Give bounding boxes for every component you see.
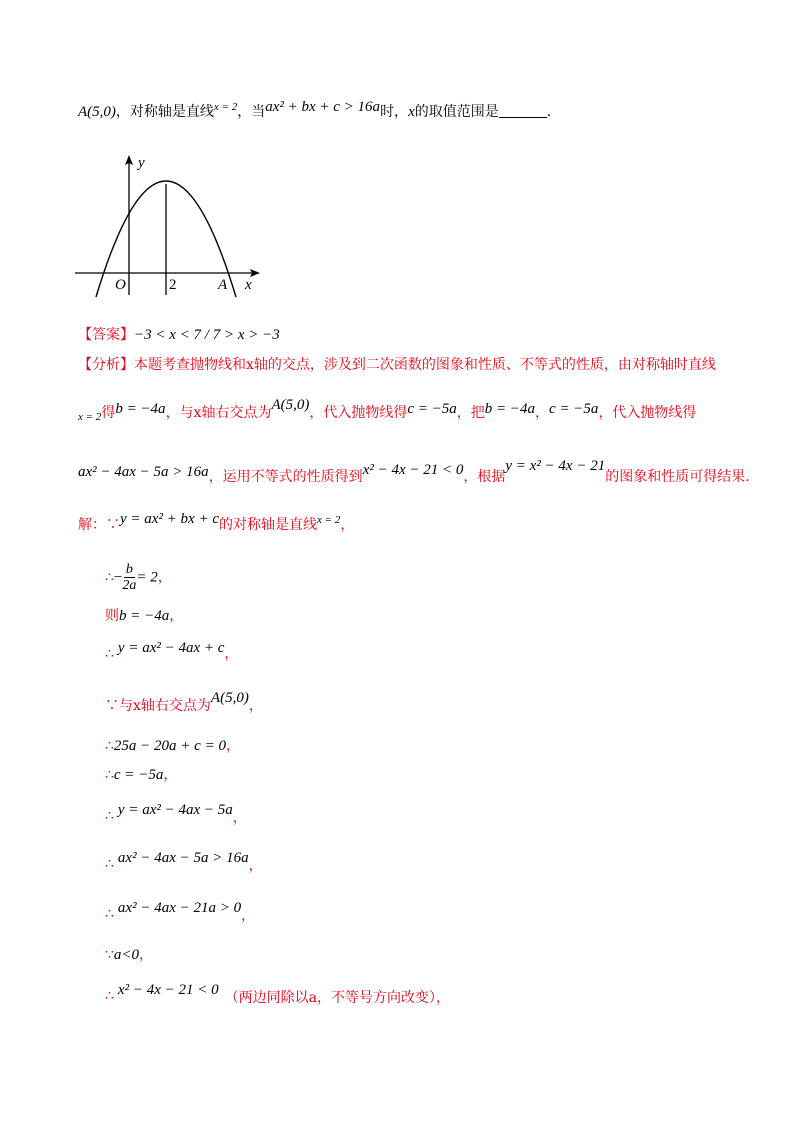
- solution-comma-2: ，: [157, 569, 172, 586]
- axis-equation: x = 2: [213, 101, 238, 113]
- therefore-sign: ∴: [105, 988, 114, 1004]
- analysis-text-3a: ，运用不等式的性质得到: [208, 469, 363, 485]
- question-text-3: 时，: [380, 104, 409, 120]
- fraction-numerator: b: [125, 562, 133, 577]
- solution-comma-8: ，: [232, 810, 247, 826]
- solution-line-9: [105, 848, 263, 874]
- solution-line-2: ∴− $\frac{b}{2a}$ = 2，: [105, 562, 172, 593]
- solution-eq-5: A(5,0): [210, 690, 249, 706]
- answer-line: [78, 325, 280, 345]
- solution-eq-4: y = ax² − 4ax + c: [117, 640, 225, 656]
- question-text-4: 的取值范围是: [414, 104, 499, 120]
- question-text-2: ，当: [237, 104, 266, 120]
- question-text-1: ，对称轴是直线: [115, 104, 214, 120]
- analysis-text-2b: ，与x轴右交点为: [165, 405, 272, 421]
- solution-line-11: [105, 945, 153, 965]
- answer-value: −3 < x < 7 / 7 > x > −3: [134, 327, 280, 343]
- solution-line-7: [105, 765, 177, 785]
- tick-label-2: 2: [169, 277, 177, 293]
- inequality: ax² + bx + c > 16a: [265, 99, 381, 115]
- analysis-ineq-2: x² − 4x − 21 < 0: [362, 462, 464, 478]
- therefore-sign: ∴: [105, 738, 114, 754]
- var-x: x: [408, 104, 415, 120]
- analysis-text-1: 本题考查抛物线和x轴的交点，涉及到二次函数的图象和性质、不等式的性质，由对称轴时直线: [134, 357, 716, 373]
- therefore-sign: ∴: [105, 906, 114, 922]
- solution-eq-12: x² − 4x − 21 < 0: [117, 982, 219, 998]
- analysis-eq-a: A(5,0): [271, 397, 310, 413]
- because-sign: ∵: [105, 947, 114, 963]
- solution-text-1: 的对称轴是直线: [219, 517, 317, 533]
- solution-line-6: [105, 736, 240, 756]
- therefore-sign: ∴: [105, 856, 114, 872]
- solution-line-3: [105, 606, 183, 626]
- analysis-line-2: [78, 397, 697, 424]
- analysis-eq-c: c = −5a: [407, 401, 457, 417]
- solution-eq-6: 25a − 20a + c = 0: [113, 738, 226, 754]
- analysis-text-2c: ，代入抛物线得: [309, 405, 408, 421]
- solution-comma-11: ，: [139, 947, 154, 963]
- analysis-text-3c: 的图象和性质可得结果.: [605, 469, 750, 485]
- solution-line-8: [105, 800, 247, 826]
- solution-comma-6: ，: [225, 738, 240, 754]
- analysis-text-2f: ，代入抛物线得: [598, 405, 697, 421]
- therefore-sign: ∴: [105, 646, 114, 662]
- analysis-eq-c2: c = −5a: [549, 401, 599, 417]
- parabola-graph: [70, 150, 270, 305]
- because-sign: ∵: [105, 698, 119, 714]
- analysis-text-2d: ，把: [456, 405, 485, 421]
- question-line: [78, 99, 552, 123]
- analysis-ineq-1: ax² − 4ax − 5a > 16a: [78, 464, 209, 480]
- solution-line-1: [78, 511, 355, 536]
- solution-eq-3: b = −4a: [119, 608, 170, 624]
- solution-eq-2: = 2: [136, 569, 158, 586]
- answer-tag: 【答案】: [78, 327, 134, 343]
- question-end: .: [546, 104, 552, 120]
- solution-text-5: 与x轴右交点为: [119, 698, 211, 714]
- origin-label: O: [115, 277, 126, 293]
- analysis-text-2e: ，: [535, 405, 550, 421]
- solution-comma-1: ，: [340, 517, 355, 533]
- fraction-denominator: 2a: [122, 578, 137, 593]
- therefore-sign: ∴: [105, 569, 114, 586]
- solution-comma-3: ，: [169, 608, 184, 624]
- solution-eq-8: y = ax² − 4ax − 5a: [117, 802, 233, 818]
- answer-blank: [499, 103, 547, 118]
- because-sign: ∵: [106, 517, 120, 533]
- solution-eq-10: ax² − 4ax − 21a > 0: [117, 900, 242, 916]
- analysis-tag: 【分析】: [78, 357, 134, 373]
- solution-jie: 解：: [78, 517, 106, 533]
- therefore-sign: ∴: [105, 808, 114, 824]
- solution-comma-7: ，: [163, 767, 178, 783]
- point-a-label: A: [218, 277, 228, 293]
- fraction-b-2a: [122, 562, 136, 593]
- y-label: y: [138, 155, 145, 171]
- solution-comma-9: ，: [248, 858, 263, 874]
- analysis-line-3: [78, 458, 750, 487]
- analysis-eq-x2: x = 2: [78, 411, 102, 423]
- solution-comma-4: ，: [224, 646, 239, 662]
- analysis-line-1: [78, 355, 716, 375]
- x-label: x: [245, 277, 252, 293]
- solution-eq-1: y = ax² + bx + c: [120, 511, 219, 527]
- analysis-eq-b: b = −4a: [115, 401, 166, 417]
- solution-line-12: [105, 980, 450, 1006]
- solution-comma-5: ，: [248, 698, 263, 714]
- solution-line-10: [105, 898, 256, 924]
- solution-comma-10: ，: [241, 908, 256, 924]
- analysis-text-2a: 得: [101, 405, 116, 421]
- solution-line-4: [105, 638, 239, 662]
- analysis-func: y = x² − 4x − 21: [505, 458, 606, 474]
- solution-line-5: [105, 690, 263, 716]
- solution-eq-11: a<0: [113, 947, 140, 963]
- therefore-sign: ∴: [105, 767, 114, 783]
- solution-eq-1b: x = 2: [317, 514, 341, 526]
- solution-text-3: 则: [105, 608, 119, 624]
- solution-eq-9: ax² − 4ax − 5a > 16a: [117, 850, 249, 866]
- solution-note-12: （两边同除以a，不等号方向改变），: [224, 990, 450, 1006]
- point-a: A(5,0): [78, 104, 116, 120]
- analysis-eq-b2: b = −4a: [484, 401, 536, 417]
- analysis-text-3b: ，根据: [463, 469, 506, 485]
- solution-eq-7: c = −5a: [113, 767, 164, 783]
